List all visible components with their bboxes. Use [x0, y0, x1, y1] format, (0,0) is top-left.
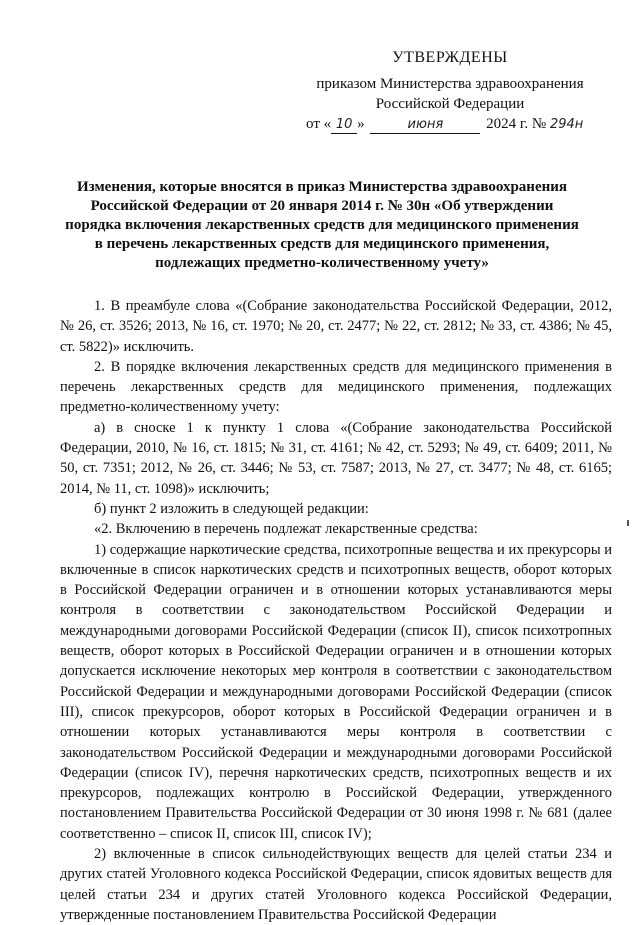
document-title: Изменения, которые вносятся в приказ Министерства здравоохранения Российской Федерации от 20 января 2014 г. № 30н «Об утверждении порядка включения лекарственных средств для медицинского применения в перечень лекарственных средств для медицинского применения, подлежащих предметно-количественному учету»: [65, 179, 579, 271]
paragraph-inclusion: «2. Включению в перечень подлежат лекарственные средства:: [94, 521, 478, 538]
handwritten-day: 10: [331, 117, 357, 134]
order-year: 2024 г. №: [486, 116, 547, 132]
approval-block: [300, 48, 600, 134]
paragraph-preamble: 1. В преамбуле слова «(Собрание законодательства Российской Федерации, 2012, № 26, ст. 3526; 2013, № 16, ст. 1970; № 20, ст. 2477; № 22, ст. 2812; № 33, ст. 4386; № 45, ст. 5822)» исключить.: [60, 298, 612, 355]
handwritten-month: июня: [370, 117, 480, 134]
order-date-line: [300, 114, 600, 134]
approval-line-ministry: приказом Министерства здравоохранения: [316, 76, 584, 92]
date-prefix: от «: [306, 116, 332, 132]
scan-mark: [627, 520, 629, 526]
handwritten-order-number: 294н: [549, 117, 584, 132]
approval-heading: УТВЕРЖДЕНЫ: [392, 49, 508, 66]
paragraph-procedure: 2. В порядке включения лекарственных средств для медицинского применения в перечень лекарственных средств для медицинского применения, подлежащих предметно-количественному учету:: [60, 358, 612, 416]
paragraph-footnote: а) в сноске 1 к пункту 1 слова «(Собрание законодательства Российской Федерации, 2010, № 16, ст. 1815; № 31, ст. 4161; № 42, ст. 5293; № 49, ст. 6409; 2011, № 50, ст. 7351; 2012, № 26, ст. 3446; № 53, ст. 7587; 2013, № 27, ст. 3477; № 48, ст. 6165; 2014, № 11, ст. 1098)» исключить;: [60, 419, 612, 497]
paragraph-list-1: 1) содержащие наркотические средства, психотропные вещества и их прекурсоры и включенные в список наркотических средств и психотропных веществ, оборот которых в Российской Федерации ограничен и в отношении которых устанавливаются меры контроля в соответствии с законодательством Российской Федерации и международными договорами Российской Федерации (список II), список психотропных веществ, оборот которых в Российской Федерации ограничен и в отношении которых допускается исключение некоторых мер контроля в соответствии с законодательством Российской Федерации и международными договорами Российской Федерации (список III), список прекурсоров, оборот которых в Российской Федерации ограничен и в отношении которых устанавливаются меры контроля в соответствии с законодательством Российской Федерации и международными договорами Российской Федерации (список IV), перечня наркотических средств, психотропных веществ и их прекурсоров, подлежащих контролю в Российской Федерации, утвержденного постановлением Правительства Российской Федерации от 30 июня 1998 г. № 681 (далее соответственно – список II, список III, список IV);: [60, 541, 612, 842]
document-body: [60, 296, 612, 925]
approval-line-country: Российской Федерации: [375, 96, 525, 112]
date-mid: »: [357, 116, 365, 132]
paragraph-list-2: 2) включенные в список сильнодействующих веществ для целей статьи 234 и других статей Уголовного кодекса Российской Федерации, список ядовитых веществ для целей статьи 234 и других статей Уголовного кодекса Российской Федерации, утвержденные постановлением Правительства Российской Федерации: [60, 846, 612, 923]
paragraph-item2: б) пункт 2 изложить в следующей редакции:: [94, 500, 369, 517]
